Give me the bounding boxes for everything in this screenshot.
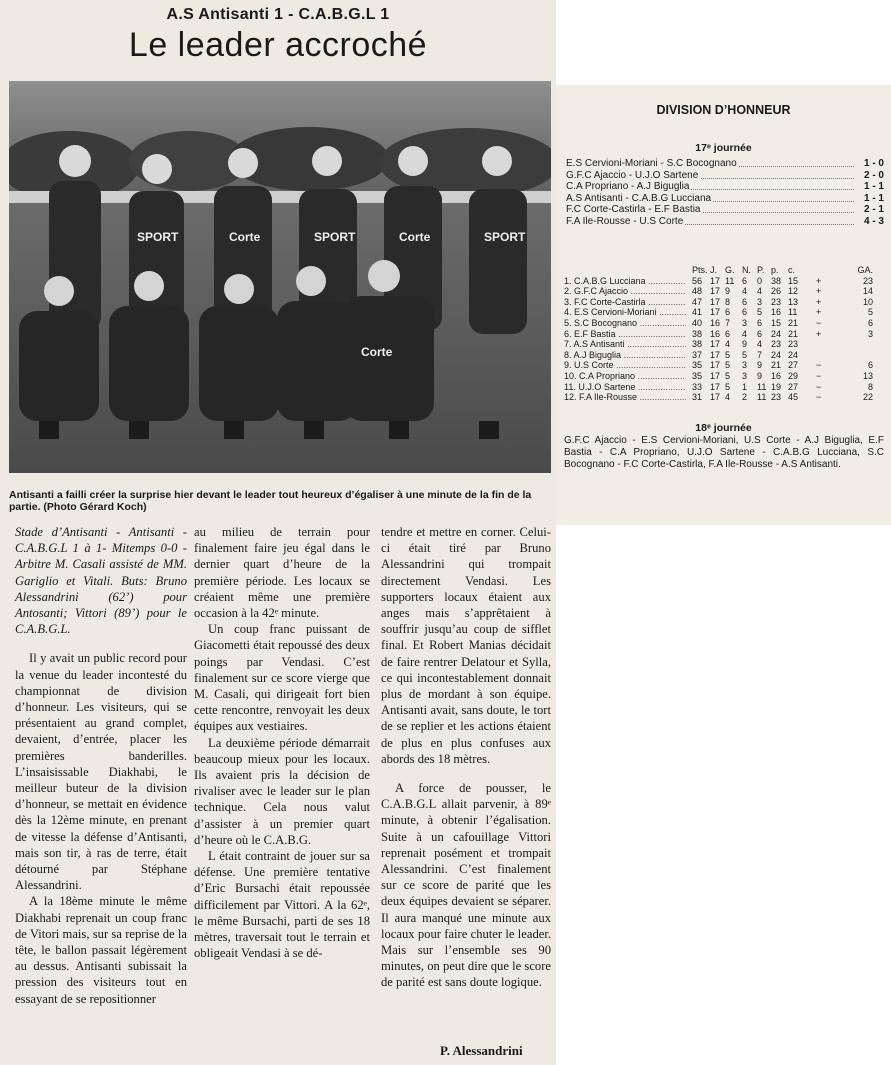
cell-j: 17 xyxy=(710,286,721,297)
cell-n: 6 xyxy=(742,275,748,286)
cell-team: 11. U.J.O Sartene ..... xyxy=(564,382,686,393)
table-row xyxy=(564,318,884,329)
cell-n: 1 xyxy=(742,381,748,392)
jersey-text-6: Corte xyxy=(361,345,393,359)
cell-p: 11 xyxy=(757,381,767,392)
cell-c: 12 xyxy=(788,286,799,297)
cell-team: 8. A.J Biguglia ..... xyxy=(564,350,686,361)
cell-p: 3 xyxy=(757,296,763,307)
cell-g: 5 xyxy=(725,360,731,371)
standings-header xyxy=(564,265,884,276)
cell-n: 5 xyxy=(742,349,748,360)
cell-j: 17 xyxy=(710,275,721,286)
cell-pp: 15 xyxy=(771,317,782,328)
cell-p: 0 xyxy=(757,275,763,286)
result-score: 1 - 0 xyxy=(863,158,884,169)
cell-j: 17 xyxy=(710,307,721,318)
cell-p: 9 xyxy=(757,360,763,371)
cell-c: 11 xyxy=(788,307,798,318)
cell-ga: 22 xyxy=(862,392,873,403)
cell-g: 5 xyxy=(725,370,731,381)
header-pp: p. xyxy=(771,265,779,275)
cell-ga: 23 xyxy=(862,275,873,286)
cell-g: 7 xyxy=(725,317,731,328)
table-row xyxy=(564,307,884,318)
paragraph: Un coup franc puissant de Giacometti était repoussé des deux poings par Vendasi. C’est finalement sur ce score vierge que M. Casali, qui dirigeait fort bien cette rencontre, renvoyait les deux équipes aux vestiaires. xyxy=(194,622,370,734)
cell-g: 6 xyxy=(725,307,731,318)
result-score: 1 - 1 xyxy=(863,192,884,204)
cell-c: 21 xyxy=(788,317,799,328)
article-headline: Le leader accroché xyxy=(128,26,428,64)
cell-g: 6 xyxy=(725,328,731,339)
standings-rows xyxy=(564,276,884,403)
result-score: 2 - 1 xyxy=(863,204,884,216)
cell-pts: 31 xyxy=(692,392,703,403)
table-row xyxy=(564,382,884,393)
cell-team: 2. G.F.C Ajaccio ..... xyxy=(564,286,686,297)
cell-pp: 16 xyxy=(771,307,782,318)
paragraph: L était contraint de jouer sur sa défense. Une première tentative d’Eric Bursachi était repoussée difficilement par Vittori. A la 62ᵉ, le même Bursachi, parti de ses 18 mètres, traversait tout le terrain et obligeait Vendasi à se dé- xyxy=(194,849,370,961)
cell-sign: + xyxy=(816,275,822,286)
cell-p: 5 xyxy=(757,307,763,318)
cell-pp: 16 xyxy=(771,370,782,381)
cell-sign: − xyxy=(816,360,822,371)
cell-ga: 13 xyxy=(862,370,873,381)
cell-c: 15 xyxy=(788,275,799,286)
header-ga: GA. xyxy=(857,265,873,275)
result-match: F.A Ile-Rousse - U.S Corte xyxy=(566,216,684,227)
result-match: F.C Corte-Castirla - E.F Bastia xyxy=(566,204,701,216)
cell-c: 23 xyxy=(788,339,799,350)
cell-g: 8 xyxy=(725,296,731,307)
header-j: J. xyxy=(710,265,718,275)
table-row xyxy=(564,286,884,297)
cell-team: 3. F.C Corte-Castirla ..... xyxy=(564,297,686,308)
cell-pp: 24 xyxy=(771,328,782,339)
cell-sign: + xyxy=(816,286,822,297)
cell-n: 4 xyxy=(742,286,748,297)
cell-sign: − xyxy=(816,381,822,392)
article-kicker: A.S Antisanti 1 - C.A.B.G.L 1 xyxy=(166,6,390,23)
cell-pts: 35 xyxy=(692,370,703,381)
result-match: G.F.C Ajaccio - U.J.O Sartene xyxy=(566,169,699,181)
cell-pp: 26 xyxy=(771,286,782,297)
article-column-2 xyxy=(194,524,370,961)
cell-p: 11 xyxy=(757,392,767,403)
cell-ga: 6 xyxy=(867,317,873,328)
header-p: P. xyxy=(757,265,765,275)
cell-g: 4 xyxy=(725,392,731,403)
cell-team: 7. A.S Antisanti ..... xyxy=(564,339,686,350)
cell-j: 17 xyxy=(710,349,721,360)
cell-n: 6 xyxy=(742,296,748,307)
cell-c: 29 xyxy=(788,370,799,381)
cell-pts: 38 xyxy=(692,339,703,350)
cell-n: 9 xyxy=(742,339,748,350)
paragraph: tendre et mettre en corner. Celui-ci était tiré par Bruno Alessandrini qui trompait directement Vendasi. Les supporters locaux étaient aux anges mais s’apprêtaient à souffrir jusqu’au coup de sifflet final. Et Robert Manias décidait de faire rentrer Delatour et Sylla, ce qui incontestablement donnait plus de mordant à son équipe. Antisanti avait, sans doute, le tort de se replier et les actions étaient de plus en plus confuses aux abords des 18 mètres. xyxy=(381,525,551,766)
cell-pts: 56 xyxy=(692,275,703,286)
table-row xyxy=(564,350,884,361)
cell-j: 17 xyxy=(710,339,721,350)
cell-sign: − xyxy=(816,317,822,328)
jersey-text-4: Corte xyxy=(399,230,431,244)
cell-pts: 37 xyxy=(692,349,703,360)
result-match: A.S Antisanti - C.A.B.G Lucciana xyxy=(566,192,712,204)
result-row xyxy=(566,181,884,193)
cell-n: 6 xyxy=(742,307,748,318)
cell-g: 5 xyxy=(725,381,731,392)
cell-ga: 5 xyxy=(867,307,873,318)
result-match: C.A Propriano - A.J Biguglia xyxy=(566,181,690,193)
cell-pts: 33 xyxy=(692,381,703,392)
league-sidebar xyxy=(556,85,891,525)
header-c: c. xyxy=(788,265,796,275)
match-summary: Stade d’Antisanti - Antisanti - C.A.B.G.L 1 à 1- Mitemps 0-0 - Arbitre M. Casali assisté de MM. Gariglio et Vitali. Buts: Bruno Alessandrini (62’) pour Antosanti; Vittori (89’) pour le C.A.B.G.L. xyxy=(15,525,187,637)
cell-c: 27 xyxy=(788,381,799,392)
cell-n: 3 xyxy=(742,370,748,381)
cell-pts: 38 xyxy=(692,328,703,339)
cell-g: 11 xyxy=(725,275,735,286)
cell-ga: 3 xyxy=(867,328,873,339)
header-n: N. xyxy=(742,265,751,275)
cell-team: 10. C.A Propriano ..... xyxy=(564,371,686,382)
standings-table xyxy=(564,265,884,403)
cell-j: 17 xyxy=(710,360,721,371)
jersey-text-1: SPORT xyxy=(137,230,179,244)
cell-n: 4 xyxy=(742,328,748,339)
cell-c: 27 xyxy=(788,360,799,371)
cell-g: 5 xyxy=(725,349,731,360)
cell-team: 6. E.F Bastia ..... xyxy=(564,329,686,340)
jersey-text-2: Corte xyxy=(229,230,261,244)
cell-pp: 23 xyxy=(771,339,782,350)
cell-pp: 19 xyxy=(771,381,782,392)
cell-sign: − xyxy=(816,370,822,381)
round-18-title: 18ᵉ journée xyxy=(695,422,752,434)
cell-sign: + xyxy=(816,328,822,339)
cell-sign: − xyxy=(816,392,822,403)
result-row xyxy=(566,170,884,182)
paragraph: La deuxième période démarrait beaucoup mieux pour les locaux. Ils avaient pris la décision de rivaliser avec le leader sur le plan technique. Cela nous valut d’assister à un premier quart d’heure où le C.A.B.G. xyxy=(194,735,370,847)
cell-pp: 23 xyxy=(771,392,782,403)
cell-team: 1. C.A.B.G Lucciana ..... xyxy=(564,276,686,287)
photo-caption: Antisanti a failli créer la surprise hier devant le leader tout heureux d’égaliser à une minute de la fin de la partie. (Photo Gérard Koch) xyxy=(9,489,532,513)
header-g: G. xyxy=(725,265,735,275)
cell-p: 6 xyxy=(757,317,763,328)
cell-team: 12. F.A Ile-Rousse ..... xyxy=(564,392,686,403)
cell-g: 9 xyxy=(725,286,731,297)
cell-j: 16 xyxy=(710,328,721,339)
cell-pp: 24 xyxy=(771,349,782,360)
cell-sign: + xyxy=(816,296,822,307)
table-row xyxy=(564,371,884,382)
article-column-1 xyxy=(15,524,187,1007)
article-column-3 xyxy=(381,524,551,991)
next-fixtures: G.F.C Ajaccio - E.S Cervioni-Moriani, U.S Corte - A.J Biguglia, E.F Bastia - C.A Propriano, U.J.O Sartene - C.A.B.G Lucciana, S.C Bocognano - F.C Corte-Castirla, F.A Ile-Rousse - A.S Antisanti. xyxy=(564,435,884,470)
cell-ga: 10 xyxy=(862,296,873,307)
cell-pp: 23 xyxy=(771,296,782,307)
cell-team: 9. U.S Corte ..... xyxy=(564,360,686,371)
cell-pp: 38 xyxy=(771,275,782,286)
cell-n: 3 xyxy=(742,317,748,328)
round-17-title: 17ᵉ journée xyxy=(695,142,752,154)
result-match: E.S Cervioni-Moriani - S.C Bocognano xyxy=(566,158,737,169)
table-row xyxy=(564,360,884,371)
cell-pts: 47 xyxy=(692,296,703,307)
cell-c: 24 xyxy=(788,349,799,360)
cell-team: 4. E.S Cervioni-Moriani ..... xyxy=(564,307,686,318)
result-row xyxy=(566,193,884,205)
table-row xyxy=(564,276,884,287)
cell-j: 17 xyxy=(710,370,721,381)
cell-j: 17 xyxy=(710,381,721,392)
table-row xyxy=(564,329,884,340)
result-score: 4 - 3 xyxy=(863,216,884,227)
cell-pp: 21 xyxy=(771,360,782,371)
table-row xyxy=(564,339,884,350)
cell-pts: 40 xyxy=(692,317,703,328)
result-row xyxy=(566,204,884,216)
table-row xyxy=(564,392,884,403)
cell-p: 9 xyxy=(757,370,763,381)
cell-sign: + xyxy=(816,307,822,318)
author-signature: P. Alessandrini xyxy=(440,1043,523,1058)
result-row xyxy=(566,158,884,170)
cell-g: 4 xyxy=(725,339,731,350)
cell-pts: 41 xyxy=(692,307,703,318)
paragraph: Il y avait un public record pour la venue du leader incontesté du championnat de division d’honneur. Les visiteurs, qui se présentaient au grand complet, devaient, d’entrée, placer les premières banderilles. L’insaisissable Diakhabi, le meilleur buteur de la division d’honneur, se mettait en évidence dès la 12ème minute, en prenant de vitesse la défense d’Antisanti, mais son tir, à ras de terre, était détourné par Stéphane Alessandrini. xyxy=(15,651,187,893)
jersey-text-3: SPORT xyxy=(314,230,356,244)
cell-n: 2 xyxy=(742,392,748,403)
cell-ga: 14 xyxy=(862,286,873,297)
cell-j: 16 xyxy=(710,317,721,328)
cell-p: 6 xyxy=(757,328,763,339)
cell-n: 3 xyxy=(742,360,748,371)
result-row xyxy=(566,216,884,228)
result-score: 1 - 1 xyxy=(863,181,884,193)
cell-j: 17 xyxy=(710,392,721,403)
cell-pts: 48 xyxy=(692,286,703,297)
team-photo-illustration xyxy=(9,81,551,473)
result-score: 2 - 0 xyxy=(863,169,884,181)
cell-c: 45 xyxy=(788,392,799,403)
cell-ga: 6 xyxy=(867,360,873,371)
team-photo xyxy=(9,81,551,473)
cell-p: 7 xyxy=(757,349,763,360)
paragraph: A la 18ème minute le même Diakhabi reprenait un coup franc de Vitori mais, sur sa reprise de la tête, le ballon passait légèrement au dessus. Antisanti subissait la pression des visiteurs tout en essayant de se repositionner xyxy=(15,894,187,1006)
cell-ga: 8 xyxy=(867,381,873,392)
paragraph: A force de pousser, le C.A.B.G.L allait parvenir, à 89ᵉ minute, à obtenir l’égalisation. Suite à un cafouillage Vittori reprenait posément et trompait Alessandrini. C’est finalement sur ce score de parité que les deux équipes devaient se séparer. Il aura manqué une minute aux locaux pour faire chuter le leader. Mais sur l’ensemble ses 90 minutes, on peut dire que le score de parité est sans doute logique. xyxy=(381,781,551,990)
paragraph: au milieu de terrain pour finalement faire jeu égal dans le dernier quart d’heure de la première période. Les locaux se créaient même une première occasion à la 42ᵉ minute. xyxy=(194,525,370,621)
cell-p: 4 xyxy=(757,286,763,297)
table-row xyxy=(564,297,884,308)
cell-team: 5. S.C Bocognano ..... xyxy=(564,318,686,329)
cell-pts: 35 xyxy=(692,360,703,371)
cell-j: 17 xyxy=(710,296,721,307)
header-pts: Pts. xyxy=(692,265,708,275)
cell-c: 21 xyxy=(788,328,799,339)
cell-c: 13 xyxy=(788,296,799,307)
division-title: DIVISION D’HONNEUR xyxy=(656,103,791,117)
jersey-text-5: SPORT xyxy=(484,230,526,244)
cell-p: 4 xyxy=(757,339,763,350)
